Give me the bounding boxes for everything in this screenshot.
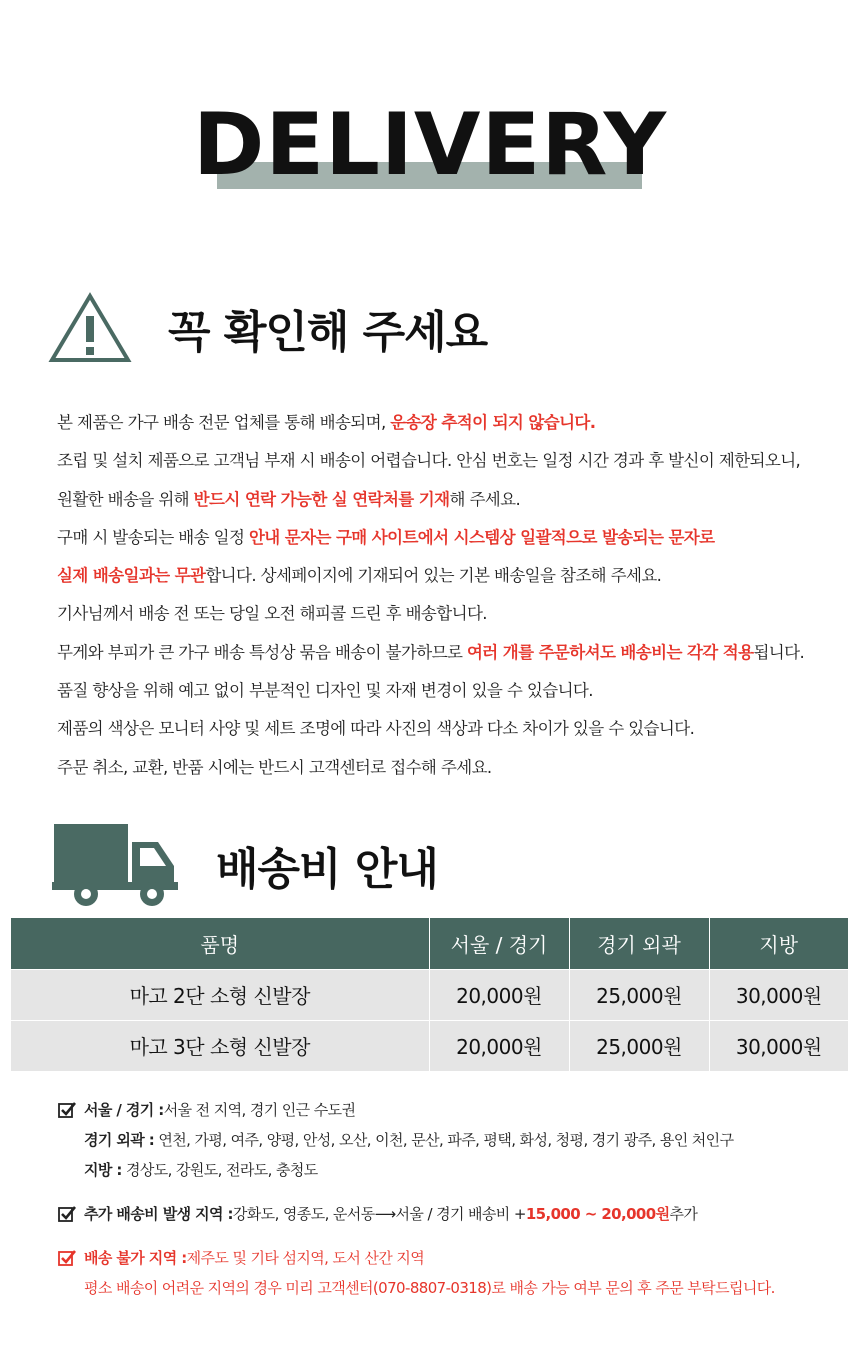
area-row-outer: 경기 외곽 : 연천, 가평, 여주, 양평, 안성, 오산, 이천, 문산, 파주, 평택, 화성, 청평, 경기 광주, 용인 처인구 bbox=[84, 1131, 734, 1149]
table-cell: 마고 2단 소형 신발장 bbox=[11, 969, 429, 1020]
notice-line: 조립 및 설치 제품으로 고객님 부재 시 배송이 어렵습니다. 안심 번호는 일정 시간 경과 후 발신이 제한되오니, bbox=[57, 451, 801, 471]
notice-section-heading bbox=[48, 292, 487, 364]
table-header-row bbox=[11, 918, 848, 969]
table-cell: 20,000원 bbox=[429, 1020, 569, 1071]
column-header: 지방 bbox=[709, 918, 848, 969]
notice-list bbox=[57, 404, 847, 787]
fee-section-heading bbox=[50, 820, 438, 910]
warning-icon bbox=[48, 292, 132, 364]
table-row bbox=[11, 1020, 848, 1071]
notice-line: 구매 시 발송되는 배송 일정 안내 문자는 구매 사이트에서 시스템상 일괄적으로 발송되는 문자로 bbox=[57, 527, 715, 547]
column-header: 서울 / 경기 bbox=[429, 918, 569, 969]
table-cell: 20,000원 bbox=[429, 969, 569, 1020]
notice-line: 본 제품은 가구 배송 전문 업체를 통해 배송되며, 운송장 추적이 되지 않습니다. bbox=[57, 413, 596, 432]
column-header: 품명 bbox=[11, 918, 429, 969]
notice-heading-text: 꼭 확인해 주세요 bbox=[168, 307, 488, 358]
noship-note: 평소 배송이 어려운 지역의 경우 미리 고객센터(070-8807-0318)로 배송 가능 여부 문의 후 주문 부탁드립니다. bbox=[84, 1279, 775, 1297]
table-row bbox=[11, 969, 848, 1020]
area-row-extra: 추가 배송비 발생 지역 : 강화도, 영종도, 운서동 ⟶ 서울 / 경기 배송비 + 15,000 ~ 20,000원 추가 bbox=[58, 1199, 848, 1229]
checkbox-icon bbox=[58, 1095, 78, 1125]
area-row-noship: 배송 불가 지역 : 제주도 및 기타 섬지역, 도서 산간 지역 bbox=[58, 1243, 848, 1273]
notice-line: 실제 배송일과는 무관합니다. 상세페이지에 기재되어 있는 기본 배송일을 참조해 주세요. bbox=[57, 566, 662, 586]
delivery-title-block bbox=[0, 90, 860, 200]
notice-line: 품질 향상을 위해 예고 없이 부분적인 디자인 및 자재 변경이 있을 수 있습니다. bbox=[57, 681, 593, 701]
notice-line: 기사님께서 배송 전 또는 당일 오전 해피콜 드린 후 배송합니다. bbox=[57, 604, 487, 624]
truck-icon bbox=[50, 820, 180, 910]
table-cell: 30,000원 bbox=[709, 1020, 848, 1071]
area-info-extra bbox=[58, 1199, 848, 1229]
notice-line: 주문 취소, 교환, 반품 시에는 반드시 고객센터로 접수해 주세요. bbox=[57, 757, 492, 777]
area-info-noship bbox=[58, 1243, 848, 1303]
shipping-fee-table bbox=[11, 918, 848, 1071]
checkbox-icon bbox=[58, 1199, 78, 1229]
fee-heading-text: 배송비 안내 bbox=[216, 844, 438, 895]
table-cell: 마고 3단 소형 신발장 bbox=[11, 1020, 429, 1071]
area-info-regions bbox=[58, 1095, 848, 1185]
notice-line: 원활한 배송을 위해 반드시 연락 가능한 실 연락처를 기재해 주세요. bbox=[57, 489, 521, 509]
checkbox-icon bbox=[58, 1243, 78, 1273]
table-cell: 25,000원 bbox=[569, 1020, 709, 1071]
area-row-seoul: 서울 / 경기 : 서울 전 지역, 경기 인근 수도권 bbox=[58, 1095, 848, 1125]
arrow-right-icon: ⟶ bbox=[374, 1205, 396, 1223]
notice-line: 제품의 색상은 모니터 사양 및 세트 조명에 따라 사진의 색상과 다소 차이가 있을 수 있습니다. bbox=[57, 719, 695, 739]
page-title: DELIVERY bbox=[192, 95, 668, 195]
table-cell: 25,000원 bbox=[569, 969, 709, 1020]
table-cell: 30,000원 bbox=[709, 969, 848, 1020]
column-header: 경기 외곽 bbox=[569, 918, 709, 969]
notice-line: 무게와 부피가 큰 가구 배송 특성상 묶음 배송이 불가하므로 여러 개를 주문하셔도 배송비는 각각 적용됩니다. bbox=[57, 642, 805, 662]
area-row-local: 지방 : 경상도, 강원도, 전라도, 충청도 bbox=[84, 1161, 318, 1179]
